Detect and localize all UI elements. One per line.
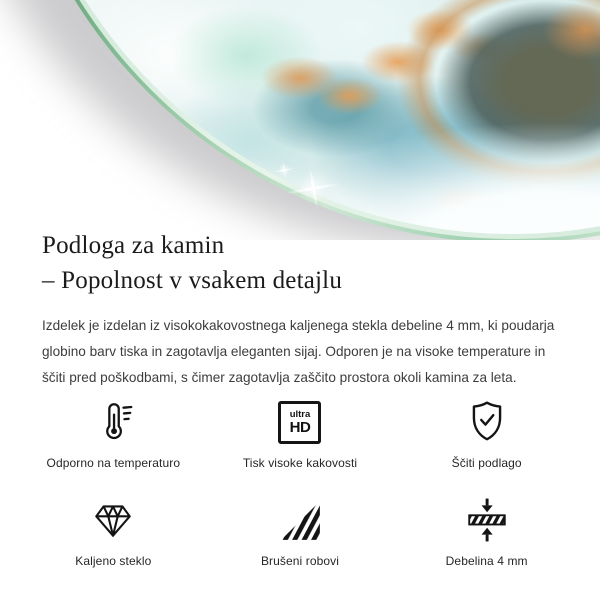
hatched-edge-icon [277, 496, 323, 544]
product-description: Izdelek je izdelan iz visokokakovostnega kaljenega stekla debeline 4 mm, ki poudarja globino barv tiska in zagotavlja eleganten sijaj. Odporen je na visoke temperature in ščiti pred poškodbami, s čimer zagotavlja zaščito prostora okoli kamina za leta. [42, 318, 555, 385]
ultra-hd-icon-text-bottom: HD [289, 418, 311, 436]
feature-grid [20, 398, 580, 568]
feature-label: Debelina 4 mm [445, 554, 528, 568]
diamond-icon [90, 496, 136, 544]
thermometer-icon [90, 398, 136, 446]
feature-label: Brušeni robovi [260, 554, 340, 568]
feature-protects-surface [393, 398, 580, 470]
ultra-hd-icon-text-top: ultra [289, 408, 311, 420]
thickness-arrows-icon [464, 496, 510, 544]
page-title [42, 228, 342, 298]
feature-print-quality [207, 398, 394, 470]
feature-label: Odporno na temperaturo [46, 456, 181, 470]
feature-label: Ščiti podlago [451, 456, 522, 470]
page-title-line1: Podloga za kamin [42, 232, 225, 259]
feature-label: Tisk visoke kakovosti [242, 456, 358, 470]
page-title-line2: – Popolnost v vsakem detajlu [42, 267, 343, 294]
feature-thickness [393, 496, 580, 568]
feature-label: Kaljeno steklo [75, 554, 152, 568]
ultra-hd-icon [278, 398, 321, 446]
feature-tempered-glass [20, 496, 207, 568]
hero-product-image [0, 0, 600, 240]
feature-polished-edges [207, 496, 394, 568]
feature-temperature [20, 398, 207, 470]
shield-check-icon [464, 398, 510, 446]
